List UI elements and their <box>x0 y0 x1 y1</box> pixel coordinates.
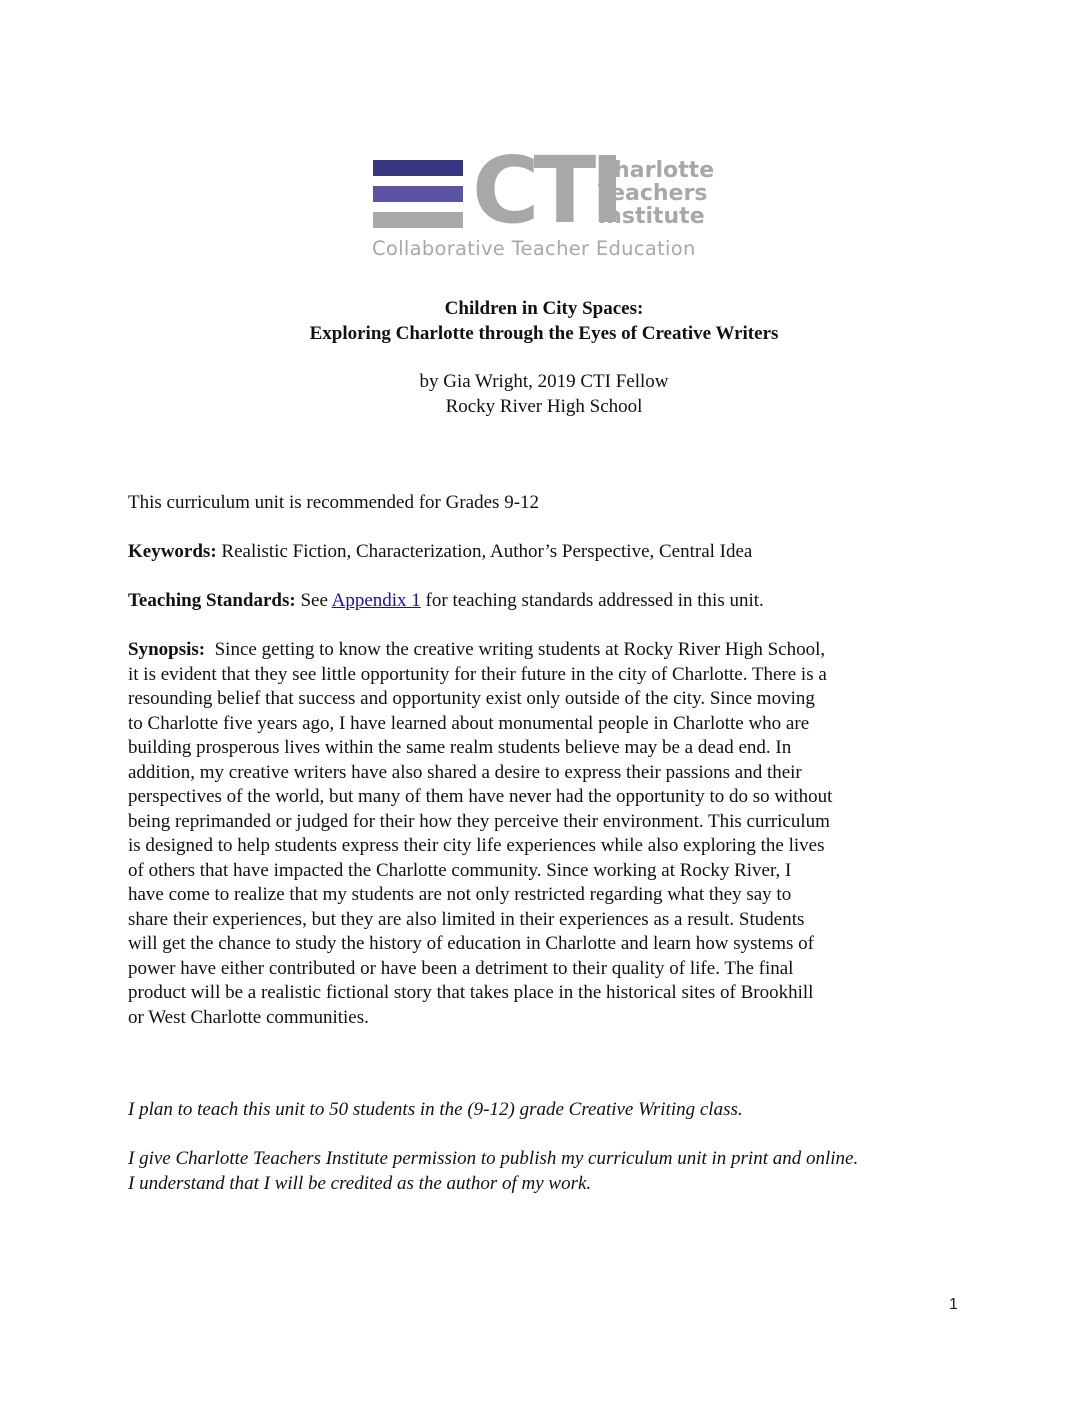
synopsis-line: is designed to help students express their city life experiences while also exploring the lives <box>128 835 825 856</box>
grades-paragraph: This curriculum unit is recommended for Grades 9-12 <box>128 492 540 513</box>
synopsis-line: to Charlotte five years ago, I have learned about monumental people in Charlotte who are <box>128 712 810 734</box>
synopsis-line: have come to realize that my students are not only restricted regarding what they say to <box>128 884 792 905</box>
synopsis-line: being reprimanded or judged for their how they perceive their environment. This curriculum <box>128 810 830 832</box>
synopsis-line <box>128 638 928 663</box>
document-title <box>0 296 1088 346</box>
logo-acronym: CTI <box>472 137 619 244</box>
byline <box>0 369 1088 419</box>
title-line-1: Children in City Spaces: <box>444 298 644 319</box>
synopsis-line: share their experiences, but they are also limited in their experiences as a result. Students <box>128 908 805 930</box>
standards-label: Teaching Standards: <box>128 590 296 611</box>
synopsis-line: addition, my creative writers have also shared a desire to express their passions and their <box>128 761 802 783</box>
logo-bar-dark <box>373 160 463 176</box>
synopsis-line: power have either contributed or have been a detriment to their quality of life. The final <box>128 957 794 979</box>
school-line: Rocky River High School <box>445 396 643 417</box>
cti-logo <box>372 137 732 267</box>
logo-name-line: Institute <box>598 204 705 229</box>
permission-line: I understand that I will be credited as the author of my work. <box>128 1172 592 1194</box>
permission-line: I give Charlotte Teachers Institute permission to publish my curriculum unit in print and online. <box>128 1148 859 1169</box>
keywords-label: Keywords: <box>128 541 217 562</box>
appendix-1-link[interactable]: Appendix 1 <box>331 590 421 611</box>
keywords-text: Realistic Fiction, Characterization, Author’s Perspective, Central Idea <box>216 541 753 562</box>
logo-bar-gray <box>373 212 463 228</box>
synopsis-line: product will be a realistic fictional story that takes place in the historical sites of Brookhill <box>128 982 814 1003</box>
synopsis-line: of others that have impacted the Charlotte community. Since working at Rocky River, I <box>128 859 792 881</box>
synopsis-label: Synopsis: <box>128 639 206 660</box>
permission-statement <box>128 1147 968 1196</box>
synopsis-line: resounding belief that success and opportunity exist only outside of the city. Since moving <box>128 688 815 709</box>
synopsis-line: will get the chance to study the history of education in Charlotte and learn how systems of <box>128 933 814 954</box>
synopsis-line: perspectives of the world, but many of them have never had the opportunity to do so without <box>128 786 833 807</box>
standards-before-link: See <box>295 590 332 611</box>
standards-paragraph <box>128 589 928 614</box>
plan-statement: I plan to teach this unit to 50 students in the (9-12) grade Creative Writing class. <box>128 1099 743 1120</box>
standards-after-link: for teaching standards addressed in this unit. <box>420 590 764 611</box>
author-line: by Gia Wright, 2019 CTI Fellow <box>419 371 669 392</box>
synopsis-paragraph <box>128 638 928 1030</box>
logo-tagline: Collaborative Teacher Education <box>372 237 696 260</box>
synopsis-line: building prosperous lives within the same realm students believe may be a dead end. In <box>128 737 792 758</box>
logo-name-line: Teachers <box>598 181 708 206</box>
logo-name-line: Charlotte <box>598 158 715 183</box>
logo-bar-mid <box>373 186 463 202</box>
synopsis-line: it is evident that they see little opportunity for their future in the city of Charlotte. There is a <box>128 663 827 685</box>
title-line-2: Exploring Charlotte through the Eyes of Creative Writers <box>309 323 779 344</box>
keywords-paragraph <box>128 540 928 565</box>
logo-name <box>598 159 714 228</box>
synopsis-text: Since getting to know the creative writing students at Rocky River High School, <box>205 639 826 660</box>
synopsis-line: or West Charlotte communities. <box>128 1006 369 1028</box>
page-number: 1 <box>949 1296 958 1313</box>
